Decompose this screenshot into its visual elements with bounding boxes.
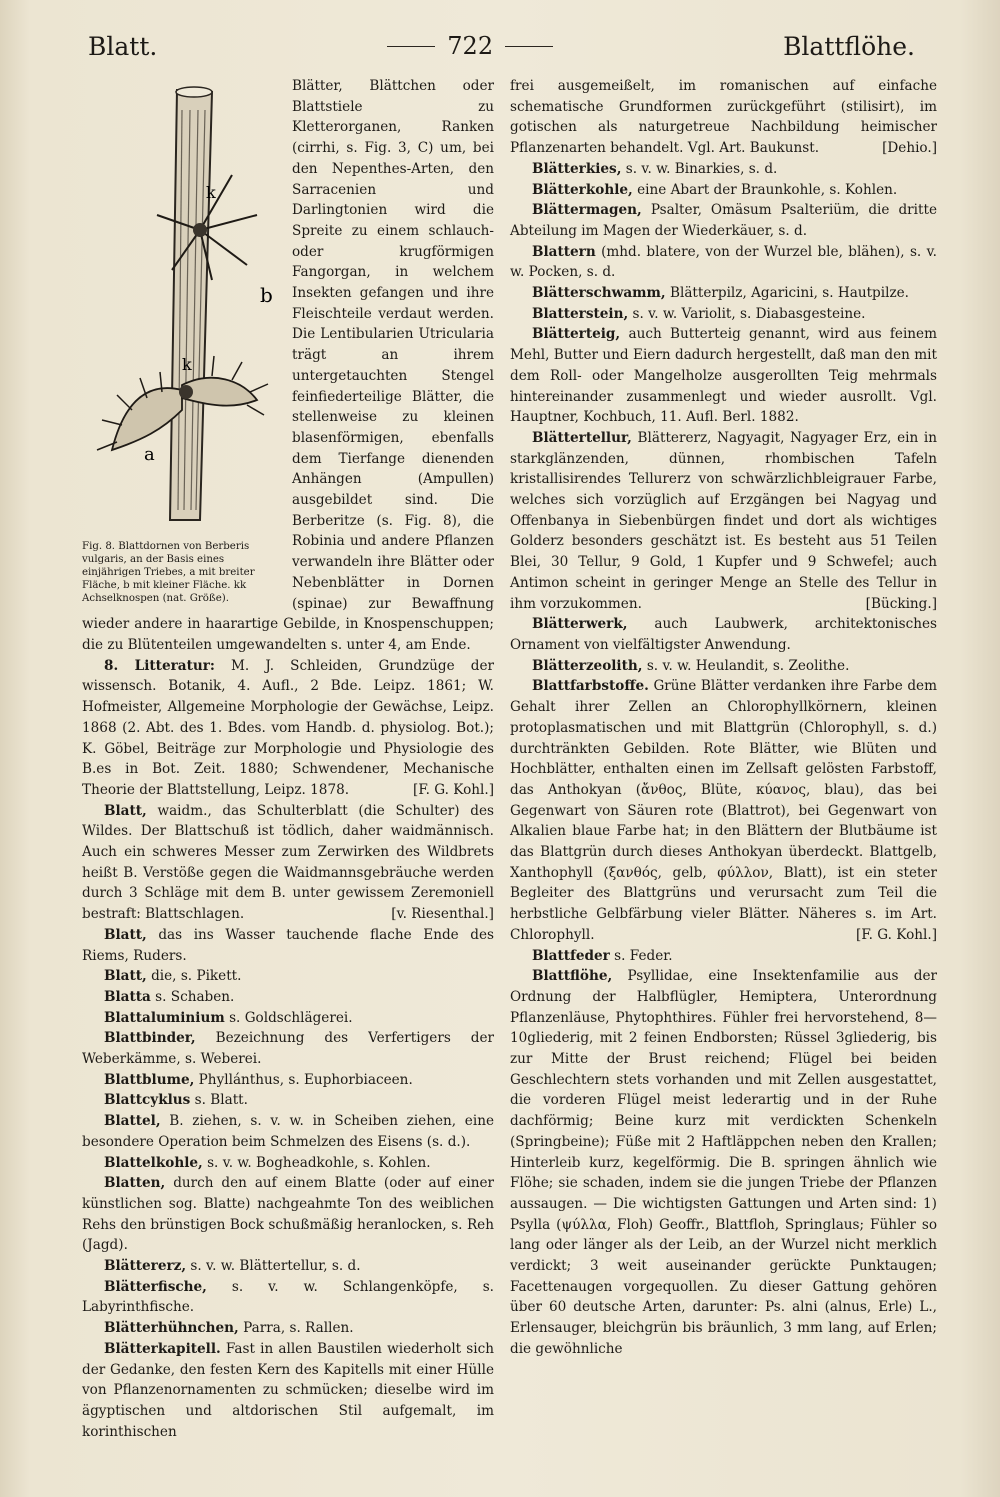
entry-blaetterzeolith bbox=[510, 656, 937, 677]
running-head-right: Blattflöhe. bbox=[783, 31, 915, 61]
headword: Blätterzeolith, bbox=[532, 657, 643, 674]
headword: Blätterhühnchen, bbox=[104, 1320, 239, 1337]
figure-label-b: b bbox=[260, 283, 273, 307]
headword: Blatten, bbox=[104, 1175, 166, 1192]
entry-text: M. J. Schleiden, Grundzüge der wissensch. Botanik, 4. Aufl., 2 Bde. Leipz. 1861; W. Hofmeister, Allgemeine Morphologie der Gewächse, Leipz. 1868 (2. Abt. des 1. Bdes. vom Handb. d. physiolog. Bot.); K. Göbel, Beiträge zur Morphologie und Physiologie des B.es in Bot. Zeit. 1880; Schwendener, Mechanische Theorie der Blattstellung, Leipz. 1878. bbox=[82, 657, 495, 798]
entry-text: s. Schaben. bbox=[150, 988, 235, 1005]
entry-text: Parra, s. Rallen. bbox=[238, 1320, 354, 1337]
headword: Blatt, bbox=[104, 926, 147, 943]
author-signature: [v. Riesenthal.] bbox=[391, 906, 494, 923]
entry-blaetterkapitell bbox=[82, 1339, 494, 1443]
headword: Blattblume, bbox=[104, 1071, 195, 1088]
entry-blattfarbstoffe bbox=[510, 676, 937, 945]
figure-label-k-bottom: k bbox=[182, 355, 192, 374]
headword: Blattbinder, bbox=[104, 1030, 196, 1047]
entry-text: s. Blatt. bbox=[190, 1092, 248, 1109]
right-column bbox=[510, 76, 937, 1360]
entry-blaettererz bbox=[82, 1256, 494, 1277]
berberis-branch-illustration bbox=[82, 80, 282, 540]
headword: Blattel, bbox=[104, 1113, 161, 1130]
header-rule-right bbox=[505, 46, 553, 47]
entry-blatt-die bbox=[82, 966, 494, 987]
entry-blattfeder bbox=[510, 946, 937, 967]
author-signature: [F. G. Kohl.] bbox=[413, 781, 494, 798]
entry-text: B. ziehen, s. v. w. in Scheiben ziehen, eine besondere Operation beim Schmelzen des Eisens (s. d.). bbox=[82, 1113, 494, 1150]
entry-blattfloehe bbox=[510, 966, 937, 1359]
headword: 8. Litteratur: bbox=[104, 657, 215, 674]
headword: Blätterkohle, bbox=[532, 181, 633, 198]
figure-caption: Fig. 8. Blattdornen von Berberis vulgaris, an der Basis eines einjährigen Triebes, a mit breiter Fläche, b mit kleiner Fläche. kk Achselknospen (nat. Größe). bbox=[82, 541, 255, 604]
headword: Blättererz, bbox=[104, 1258, 187, 1275]
entry-blattern bbox=[510, 242, 937, 283]
entry-text: Bezeichnung des Verfertigers der Weberkämme, s. Weberei. bbox=[82, 1030, 494, 1068]
entry-text: eine Abart der Braunkohle, s. Kohlen. bbox=[632, 181, 898, 198]
entry-blaetterhuehnchen bbox=[82, 1318, 494, 1339]
entry-blatten bbox=[82, 1173, 494, 1256]
headword: Blätterteig, bbox=[532, 326, 621, 343]
entry-text: s. v. w. Binarkies, s. d. bbox=[621, 160, 778, 177]
entry-text: das ins Wasser tauchende flache Ende des Riems, Ruders. bbox=[82, 926, 494, 964]
entry-text: Blättererz, Nagyagit, Nagyager Erz, ein in starkglänzenden, dünnen, rhombischen Tafeln kristallisirendes Tellurerz von schwärzlichbleigrauer Farbe, welches sich vorzüglich auf Erzgängen bei Nagyag und Offenbanya in Siebenbürgen findet und dort als wichtiges Golderz besonders geschätzt ist. Es besteht aus 51 Teilen Blei, 30 Tellur, 9 Gold, 1 Kupfer und 9 Schwefel; auch Antimon scheint in geringer Menge an Stelle des Tellur in ihm vorzukommen. bbox=[510, 429, 937, 612]
paragraph-intro bbox=[82, 76, 494, 656]
entry-blatt-waidm bbox=[82, 801, 494, 925]
entry-blattel bbox=[82, 1111, 494, 1152]
headword: Blattcyklus bbox=[104, 1092, 191, 1109]
headword: Blattern bbox=[532, 243, 596, 260]
header-rule-left bbox=[387, 46, 435, 47]
entry-text: Psyllidae, eine Insektenfamilie aus der Ordnung der Halbflügler, Hemiptera, Unterordnung Pflanzenläuse, Phytophthires. Fühler frei hervorstehend, 8—10gliederig, mit 2 feinen Endborsten; Rüssel 3gliederig, bis zur Mitte der Brust reichend; Flügel bei beiden Geschlechtern stets vorhanden und mit Zellen ausgestattet, die vorderen Flügel meist lederartig und in der Ruhe dachförmig; Beine kurz mit verdickten Schenkeln (Springbeine); Füße mit 2 Haftläppchen neben den Krallen; Hinterleib kurz, kegelförmig. Die B. springen ähnlich wie Flöhe; sie schaden, indem sie die jungen Triebe der Pflanzen aussaugen. — Die wichtigsten Gattungen und Arten sind: 1) Psylla (ψύλλα, Floh) Geoffr., Blattfloh, Springlaus; Fühler so lang oder länger als der Leib, an der Wurzel nicht merklich verdickt; 3 weit auseinander gerückte Punktaugen; Facettenaugen vorgequollen. Zu dieser Gattung gehören über 60 deutsche Arten, darunter: Ps. alni (alnus, Erle) L., Erlensauger, bleichgrün bis bräunlich, 3 mm lang, auf Erlen; die gewöhnliche bbox=[510, 968, 937, 1357]
author-signature: [Bücking.] bbox=[865, 595, 937, 612]
headword: Blattflöhe, bbox=[532, 968, 613, 985]
headword: Blätterkies, bbox=[532, 160, 622, 177]
entry-text: Fast in allen Baustilen wiederholt sich der Gedanke, den festen Kern des Kapitells mit einer Hülle von Pflanzenornamenten zu schmücken; dieselbe wird im ägyptischen und altdorischen Stil aufgemalt, im korinthischen bbox=[82, 1340, 494, 1440]
entry-blatta bbox=[82, 987, 494, 1008]
headword: Blatterstein, bbox=[532, 305, 629, 322]
entry-text: s. v. w. Heulandit, s. Zeolithe. bbox=[642, 657, 850, 674]
headword: Blättertellur, bbox=[532, 429, 632, 446]
entry-text: Grüne Blätter verdanken ihre Farbe dem Gehalt ihrer Zellen an Chlorophyllkörnern, kleinen protoplasmatischen und mit Blattgrün (Chlorophyll, s. d.) durchtränkten Gebilden. Rote Blätter, wie Blüten und Hochblätter, enthalten einen im Zellsaft gelösten Farbstoff, das Anthokyan (ἄνθος, Blüte, κύανος, blau), das bei Gegenwart von Säuren rote (Blattrot), bei Gegenwart von Alkalien blaue Farbe hat; in den Blättern der Blutbäume ist das Blattgrün durch dieses Anthokyan überdeckt. Blattgelb, Xanthophyll (ξανθός, gelb, φύλλον, Blatt), ist ein steter Begleiter des Blattgrüns und verursacht zum Teil die herbstliche Gelbfärbung vieler Blätter. Näheres s. im Art. Chlorophyll. bbox=[510, 678, 937, 943]
entry-blaettertellur bbox=[510, 428, 937, 614]
page-header bbox=[88, 28, 915, 64]
headword: Blattelkohle, bbox=[104, 1154, 203, 1171]
headword: Blätterschwamm, bbox=[532, 285, 666, 302]
figure-label-k-top: k bbox=[206, 183, 216, 202]
entry-blattelkohle bbox=[82, 1153, 494, 1174]
author-signature: [Dehio.] bbox=[882, 140, 937, 157]
left-column bbox=[82, 76, 494, 1442]
entry-text: s. v. w. Bogheadkohle, s. Kohlen. bbox=[202, 1154, 431, 1171]
entry-text: s. v. w. Schlangenköpfe, s. Labyrinthfische. bbox=[82, 1278, 494, 1316]
entry-blaetterschwamm bbox=[510, 283, 937, 304]
headword: Blattfeder bbox=[532, 947, 610, 964]
entry-blaetterteig bbox=[510, 324, 937, 428]
entry-litteratur bbox=[82, 656, 494, 801]
paragraph-intro-text: Blätter, Blättchen oder Blattstiele zu Kletterorganen, Ranken (cirrhi, s. Fig. 3, C) um, bei den Nepenthes-Arten, den Sarracenien und Darlingtonien wird die Spreite zu einem schlauch- oder krugförmigen Fangorgan, in welchem Insekten gefangen und ihre Fleischteile verdaut werden. Die Lentibularien Utricularia trägt an ihrem untergetauchten Stengel feinfiederteilige Blätter, die stellenweise zu kleinen blasenförmigen, ebenfalls dem Tierfange dienenden Anhängen (Ampullen) ausgebildet sind. Die Berberitze (s. Fig. 8), die Robinia und andere Pflanzen verwandeln ihre Blätter oder Nebenblätter in Dornen (spinae) zur Bewaffnung wieder andere in haarartige Gebilde, in Knospenschuppen; die zu Blütenteilen umgewandelten s. unter 4, am Ende. bbox=[82, 78, 494, 653]
figure-label-a: a bbox=[144, 444, 155, 465]
page-number-group bbox=[387, 32, 553, 60]
author-signature: [F. G. Kohl.] bbox=[856, 926, 937, 943]
headword: Blatta bbox=[104, 988, 151, 1005]
entry-blattbinder bbox=[82, 1028, 494, 1069]
entry-text: s. Feder. bbox=[609, 947, 673, 964]
entry-blaetterkohle bbox=[510, 180, 937, 201]
headword: Blatt, bbox=[104, 968, 147, 985]
headword: Blätterfische, bbox=[104, 1278, 207, 1295]
headword: Blättermagen, bbox=[532, 202, 642, 219]
entry-blattblume bbox=[82, 1070, 494, 1091]
entry-blaetterkies bbox=[510, 159, 937, 180]
headword: Blattfarbstoffe. bbox=[532, 678, 649, 695]
entry-blaetterwerk bbox=[510, 614, 937, 655]
headword: Blatt, bbox=[104, 802, 147, 819]
entry-text: Psalter, Omäsum Psalteriüm, die dritte Abteilung im Magen der Wiederkäuer, s. d. bbox=[510, 202, 937, 239]
entry-text: (mhd. blatere, von der Wurzel ble, blähen), s. v. w. Pocken, s. d. bbox=[510, 243, 937, 281]
headword: Blattaluminium bbox=[104, 1009, 225, 1026]
entry-blattcyklus bbox=[82, 1090, 494, 1111]
entry-text: s. v. w. Blättertellur, s. d. bbox=[186, 1258, 361, 1275]
entry-text: s. Goldschlägerei. bbox=[224, 1009, 353, 1026]
entry-text: auch Butterteig genannt, wird aus feinem Mehl, Butter und Eiern dadurch hergestellt, daß man den mit dem Roll- oder Mangelholze ausgerollten Teig mehrmals hintereinander zusammenlegt und wieder ausrollt. Vgl. Hauptner, Kochbuch, 11. Aufl. Berl. 1882. bbox=[510, 326, 937, 426]
headword: Blätterkapitell. bbox=[104, 1340, 221, 1357]
entry-text: die, s. Pikett. bbox=[146, 968, 242, 985]
entry-blatterstein bbox=[510, 304, 937, 325]
entry-text: auch Laubwerk, architektonisches Ornament von vielfältigster Anwendung. bbox=[510, 616, 937, 653]
entry-text: durch den auf einem Blatte (oder auf einer künstlichen sog. Blatte) nachgeahmte Ton des weiblichen Rehs den brünstigen Bock schußmäßig heranlocken, s. Reh (Jagd). bbox=[82, 1175, 494, 1254]
entry-blatt-ruder bbox=[82, 925, 494, 966]
entry-text: Phyllánthus, s. Euphorbiaceen. bbox=[194, 1071, 413, 1088]
headword: Blätterwerk, bbox=[532, 616, 628, 633]
figure-berberis-thorns bbox=[82, 80, 282, 604]
entry-text: frei ausgemeißelt, im romanischen auf einfache schematische Grundformen zurückgeführt (stilisirt), im gotischen als naturgetreue Nachbildung heimischer Pflanzenarten behandelt. Vgl. Art. Baukunst. bbox=[510, 78, 937, 157]
entry-blattaluminium bbox=[82, 1008, 494, 1029]
entry-continuation bbox=[510, 76, 937, 159]
entry-text: waidm., das Schulterblatt (die Schulter) des Wildes. Der Blattschuß ist tödlich, daher waidmännisch. Auch ein schweres Messer zum Zerwirken des Wildbrets heißt B. Verstöße gegen die Waidmannsgebräuche werden durch 3 Schläge mit dem B. unter gewissem Zeremoniell bestraft: Blattschlagen. bbox=[82, 802, 494, 923]
entry-blaettermagen bbox=[510, 200, 937, 241]
running-head-left: Blatt. bbox=[88, 31, 158, 61]
entry-text: s. v. w. Variolit, s. Diabasgesteine. bbox=[628, 305, 866, 322]
entry-text: Blätterpilz, Agaricini, s. Hautpilze. bbox=[665, 285, 909, 302]
entry-blaetterfische bbox=[82, 1277, 494, 1318]
page-number: 722 bbox=[447, 32, 494, 60]
